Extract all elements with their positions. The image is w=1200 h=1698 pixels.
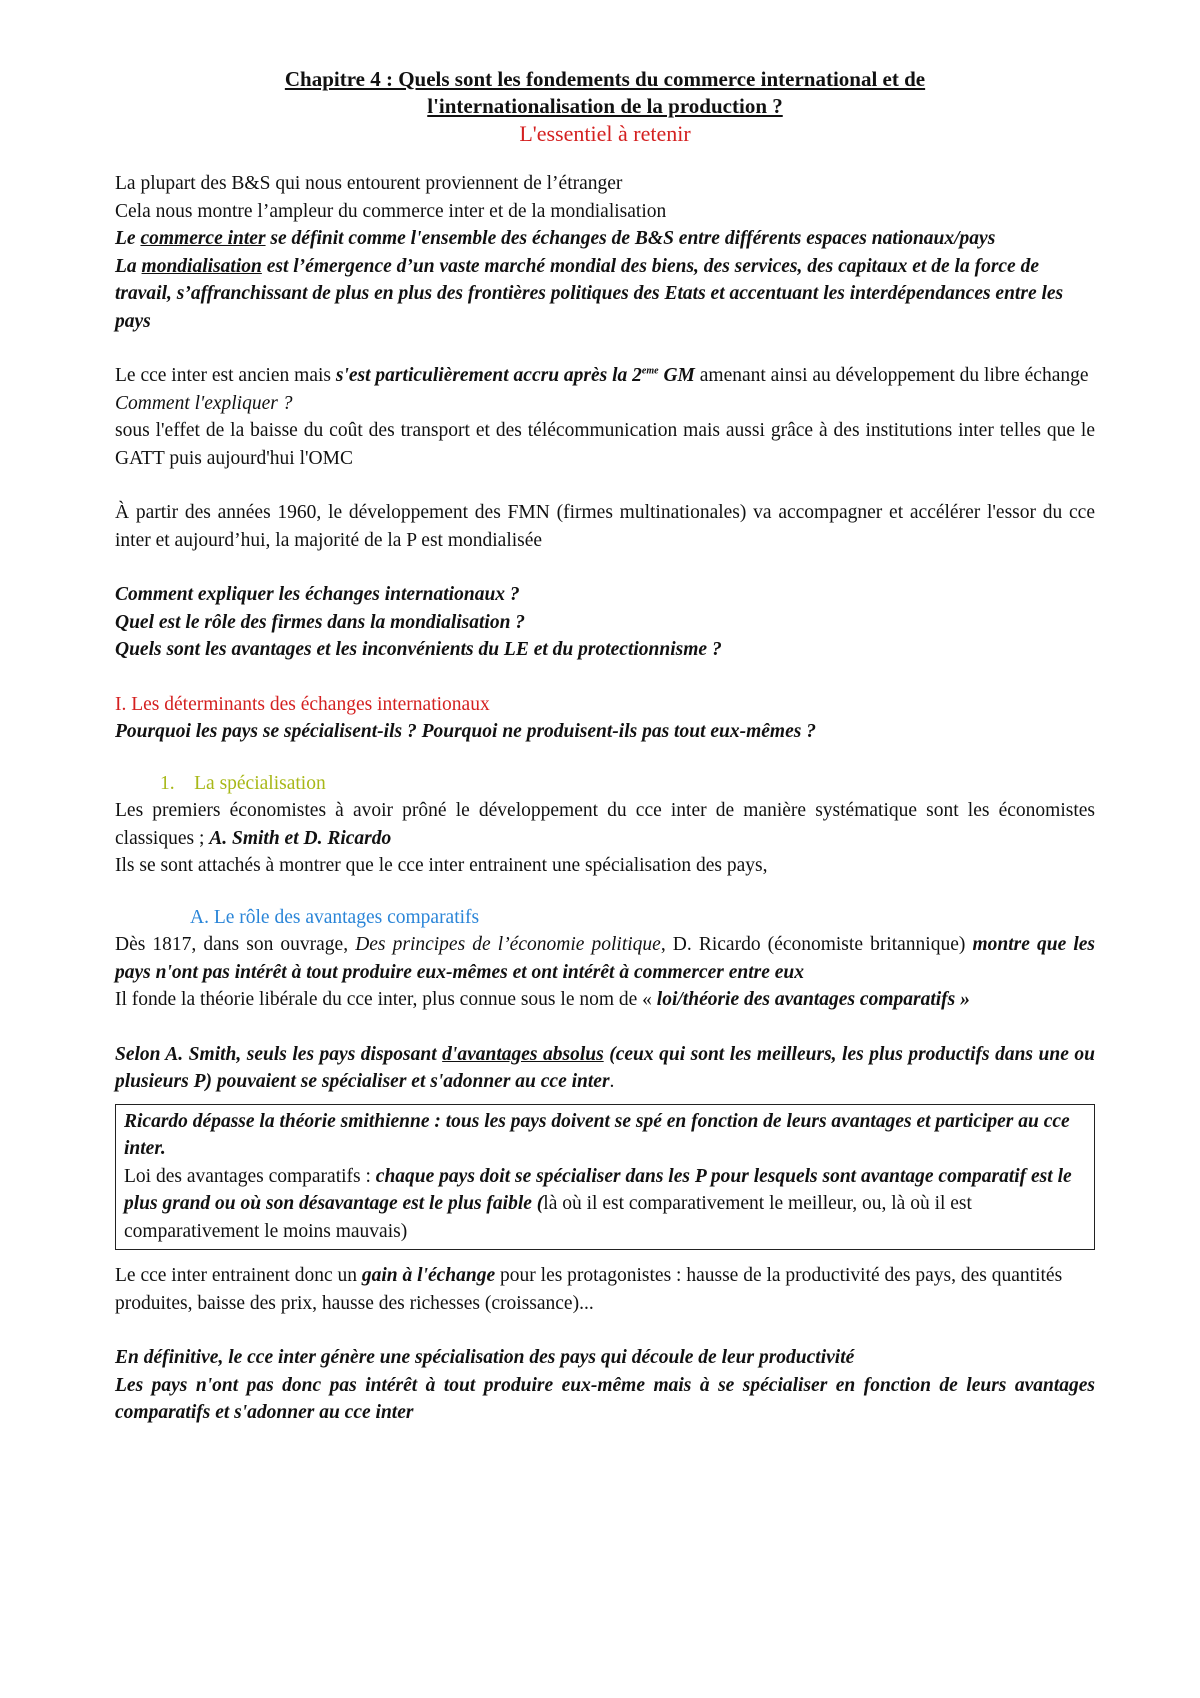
question-2: Quel est le rôle des firmes dans la mondialisation ?	[115, 611, 526, 633]
ricardo-paragraph: Dès 1817, dans son ouvrage, Des principes de l’économie politique, D. Ricardo (économiste britannique) montre que les pays n'ont pas intérêt à tout produire eux-mêmes et ont intérêt à commercer entre eux	[115, 934, 1095, 983]
section-1-heading: I. Les déterminants des échanges internationaux	[115, 693, 490, 715]
key-rule-box	[115, 1104, 1095, 1251]
box-line-2: Loi des avantages comparatifs : chaque pays doit se spécialiser dans les P pour lesquels sont avantage comparatif est le plus grand ou où son désavantage est le plus faible (là où il est comparativement le meilleur, ou, là où il est comparativement le moins mauvais)	[124, 1165, 1072, 1242]
history-paragraph: Le cce inter est ancien mais s'est particulièrement accru après la 2eme GM amenant ainsi au développement du libre échange	[115, 365, 1089, 386]
theory-paragraph: Il fonde la théorie libérale du cce inter, plus connue sous le nom de « loi/théorie des avantages comparatifs »	[115, 989, 970, 1010]
specialisation-paragraph-2: Ils se sont attachés à montrer que le cce inter entrainent une spécialisation des pays,	[115, 855, 768, 876]
title-line-2: l'internationalisation de la production ?	[427, 94, 783, 118]
subsection-1-heading: 1. La spécialisation	[160, 772, 326, 794]
subsection-a-heading: A. Le rôle des avantages comparatifs	[190, 906, 480, 928]
specialisation-paragraph-1: Les premiers économistes à avoir prôné le développement du cce inter de manière systématique sont les économistes classiques ; A. Smith et D. Ricardo	[115, 800, 1095, 849]
conclusion-line-1: En définitive, le cce inter génère une spécialisation des pays qui découle de leur productivité	[115, 1347, 855, 1368]
definition-commerce-inter: Le commerce inter se définit comme l'ensemble des échanges de B&S entre différents espaces nationaux/pays	[115, 228, 996, 249]
box-line-1: Ricardo dépasse la théorie smithienne : tous les pays doivent se spé en fonction de leurs avantages et participer au cce inter.	[124, 1110, 1070, 1159]
history-answer: sous l'effet de la baisse du coût des transport et des télécommunication mais aussi grâce à des institutions inter telles que le GATT puis aujourd'hui l'OMC	[115, 420, 1095, 469]
gain-paragraph: Le cce inter entrainent donc un gain à l'échange pour les protagonistes : hausse de la productivité des pays, des quantités produites, baisse des prix, hausse des richesses (croissance)...	[115, 1265, 1063, 1314]
page-subtitle: L'essentiel à retenir	[519, 121, 691, 146]
history-question: Comment l'expliquer ?	[115, 392, 293, 414]
page-title	[115, 66, 1095, 120]
fmn-paragraph: À partir des années 1960, le développement des FMN (firmes multinationales) va accompagner et accélérer l'essor du cce inter et aujourd’hui, la majorité de la P est mondialisée	[115, 502, 1095, 551]
title-line-1: Chapitre 4 : Quels sont les fondements du commerce international et de	[284, 67, 926, 91]
term-mondialisation: mondialisation	[141, 255, 262, 277]
question-1: Comment expliquer les échanges internationaux ?	[115, 584, 520, 605]
section-1-question: Pourquoi les pays se spécialisent-ils ? Pourquoi ne produisent-ils pas tout eux-mêmes ?	[115, 721, 816, 742]
intro-paragraph-2: Cela nous montre l’ampleur du commerce inter et de la mondialisation	[115, 200, 667, 222]
question-3: Quels sont les avantages et les inconvénients du LE et du protectionnisme ?	[115, 639, 722, 660]
smith-paragraph: Selon A. Smith, seuls les pays disposant d'avantages absolus (ceux qui sont les meilleurs, les plus productifs dans une ou plusieurs P) pouvaient se spécialiser et s'adonner au cce inter.	[115, 1043, 1095, 1092]
conclusion-line-2: Les pays n'ont pas donc pas intérêt à tout produire eux-même mais à se spécialiser en fonction de leurs avantages comparatifs et s'adonner au cce inter	[115, 1374, 1095, 1423]
term-commerce-inter: commerce inter	[140, 228, 266, 249]
intro-paragraph-1: La plupart des B&S qui nous entourent proviennent de l’étranger	[115, 173, 623, 194]
definition-mondialisation: La mondialisation est l’émergence d’un vaste marché mondial des biens, des services, des capitaux et de la force de travail, s’affranchissant de plus en plus des frontières politiques des Etats et accentuant les interdépendances entre les pays	[115, 255, 1064, 332]
